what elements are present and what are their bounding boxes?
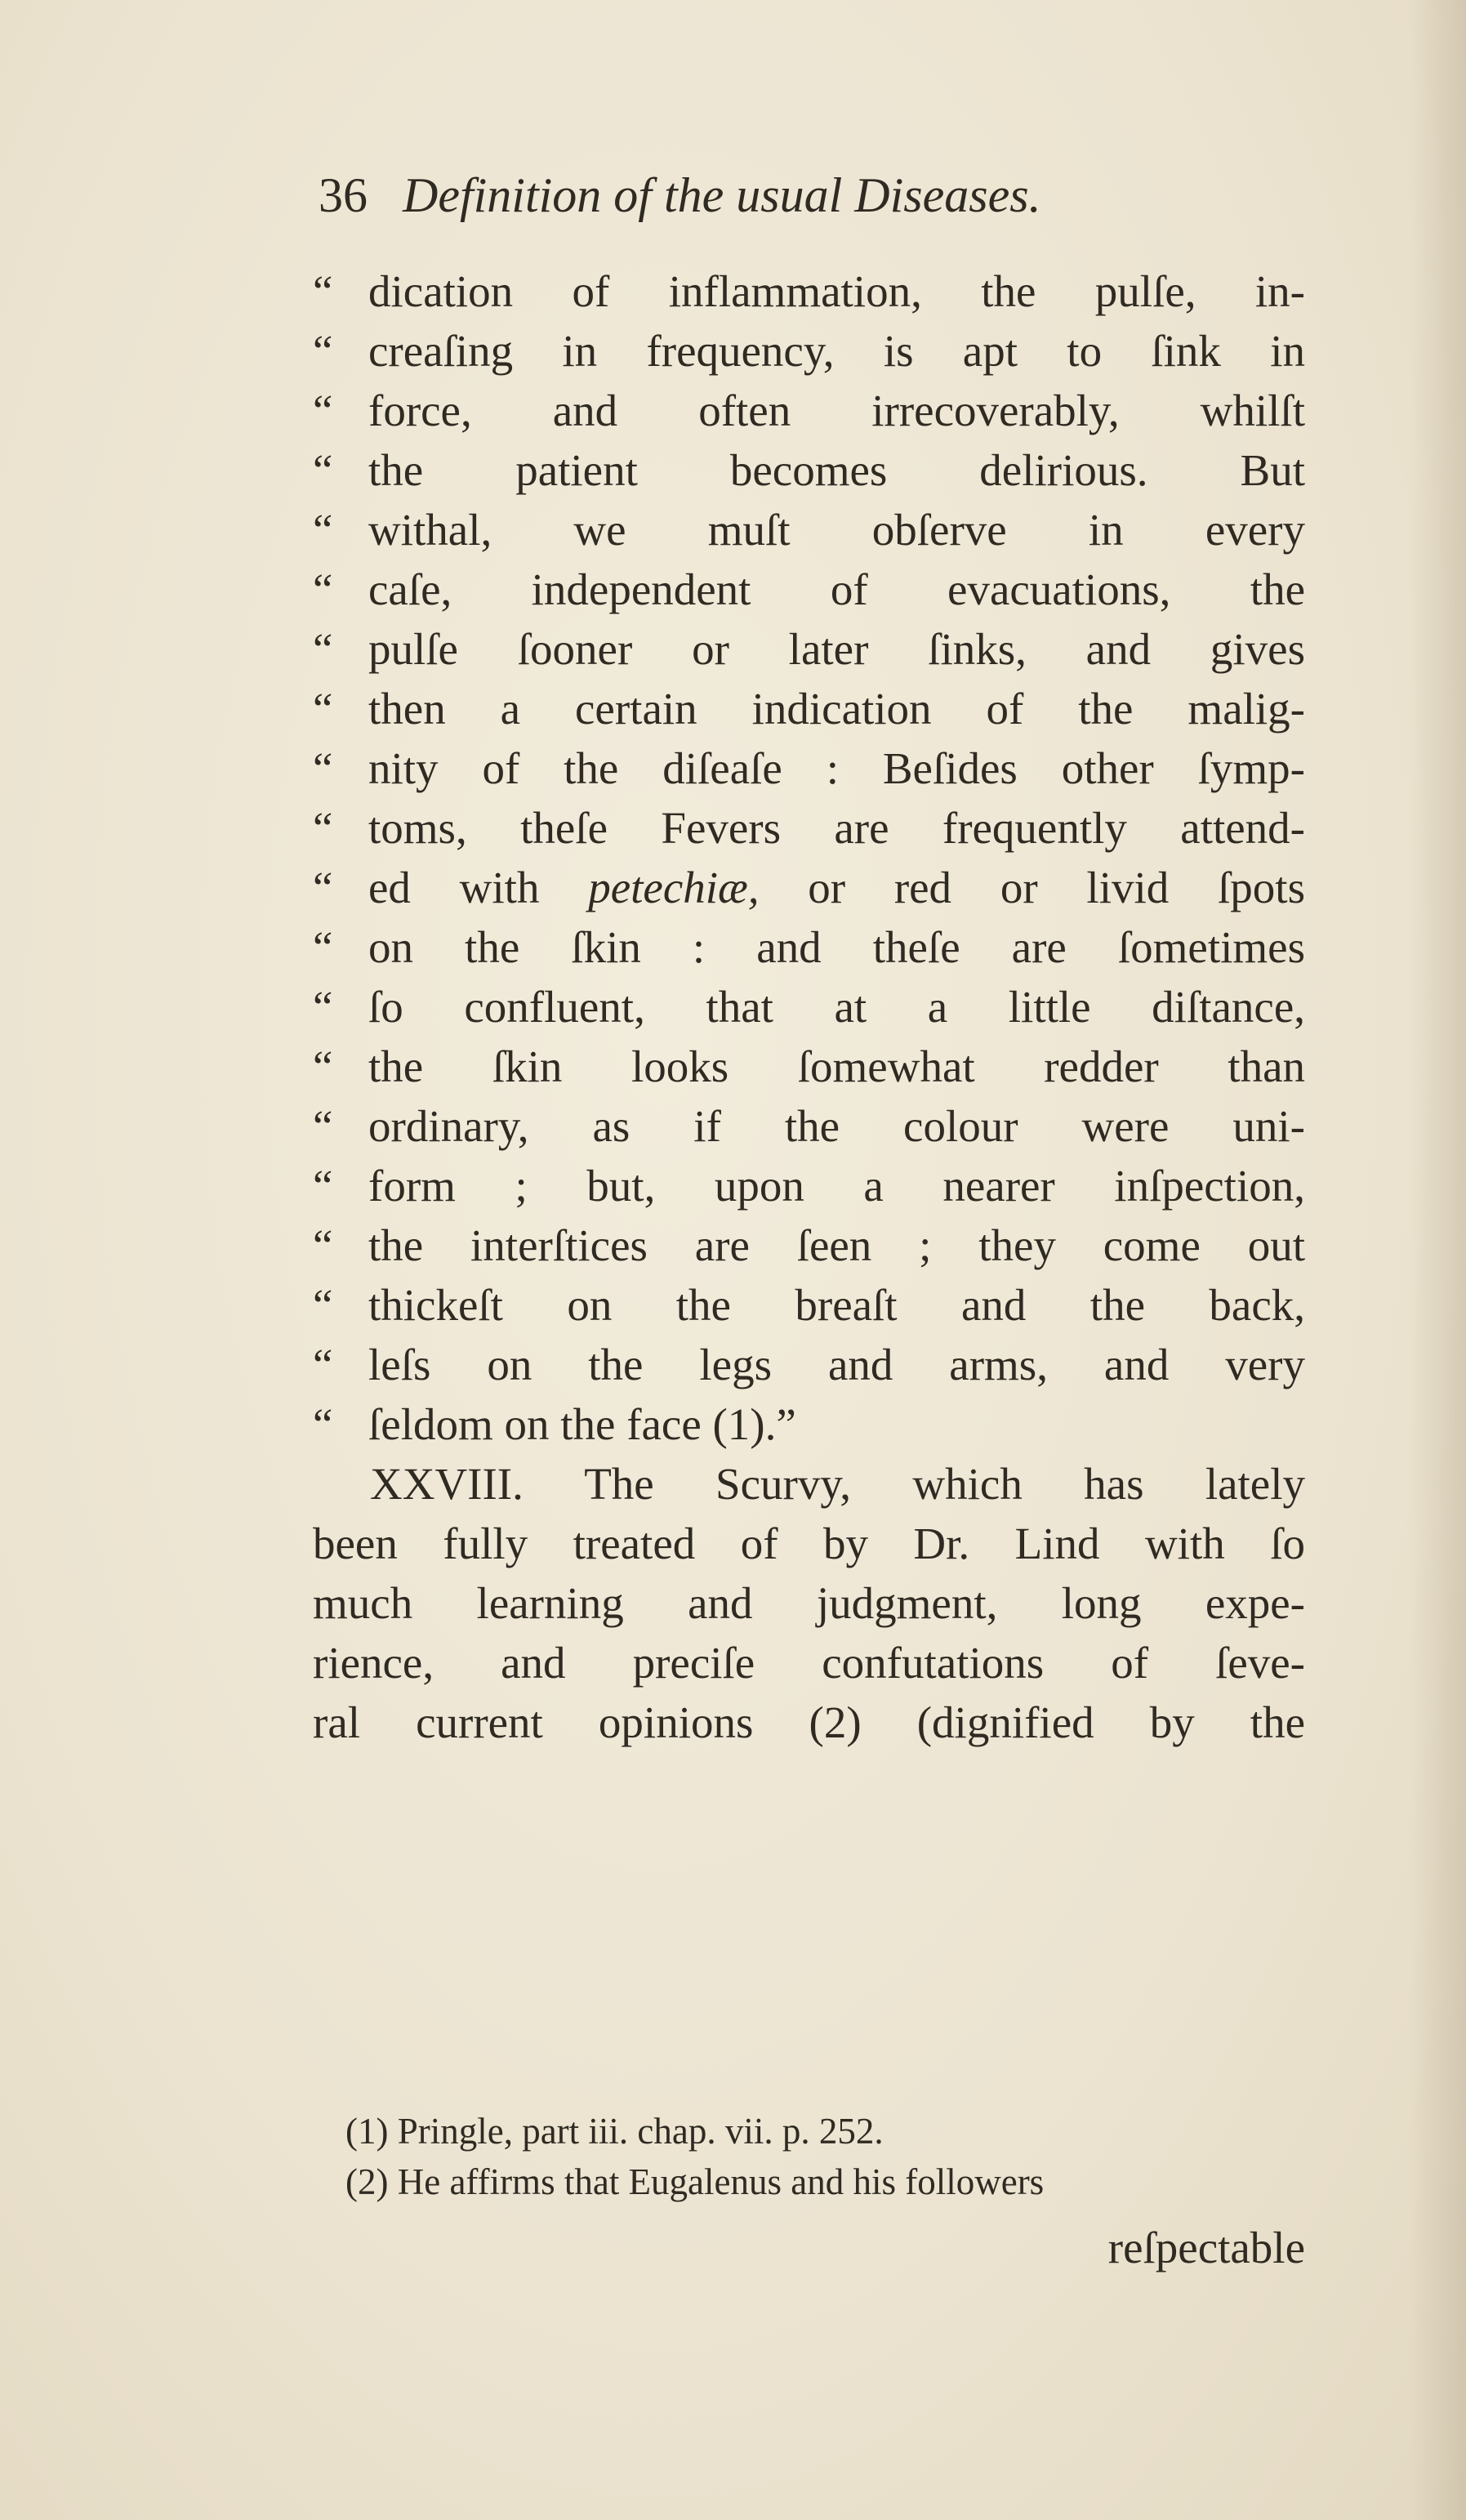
line-text: ordinary, as if the colour were uni- <box>368 1101 1305 1151</box>
catchword: reſpectable <box>1107 2223 1305 2272</box>
quote-mark: “ <box>313 624 333 674</box>
running-title: Definition of the usual Diseases. <box>403 168 1041 222</box>
quote-mark: “ <box>313 505 333 555</box>
line-text: nity of the diſeaſe : Beſides other ſymp- <box>368 743 1305 793</box>
text-line: rience, and preciſe confutations of ſeve- <box>313 1638 1305 1688</box>
line-text: ſo confluent, that at a little diſtance, <box>368 982 1305 1032</box>
footnote: (1) Pringle, part iii. chap. vii. p. 252. <box>345 2111 884 2152</box>
line-text: force, and often irrecoverably, whilſt <box>368 386 1305 435</box>
quote-mark: “ <box>313 1041 333 1091</box>
section-start-line: XXVIII. The Scurvy, which has lately <box>370 1459 1305 1509</box>
line-text-after: or red or livid ſpots <box>759 863 1305 912</box>
line-text: then a certain indication of the malig- <box>368 684 1305 734</box>
text-line <box>313 440 1305 500</box>
line-text: caſe, independent of evacuations, the <box>368 564 1305 614</box>
quote-mark: “ <box>313 743 333 793</box>
quote-mark: “ <box>313 266 333 316</box>
line-text: leſs on the legs and arms, and very <box>368 1340 1305 1389</box>
quote-mark: “ <box>313 386 333 435</box>
line-text: dication of inflammation, the pulſe, in- <box>368 266 1305 316</box>
quote-mark: “ <box>313 1399 333 1449</box>
line-text: withal, we muſt obſerve in every <box>368 505 1305 555</box>
line-text: toms, theſe Fevers are frequently attend- <box>368 803 1305 853</box>
text-line <box>313 1335 1305 1394</box>
text-line: ral current opinions (2) (dignified by the <box>313 1697 1305 1747</box>
text-line <box>313 560 1305 619</box>
quote-mark: “ <box>313 1101 333 1151</box>
quote-mark: “ <box>313 982 333 1032</box>
text-line <box>313 977 1305 1037</box>
line-text: on the ſkin : and theſe are ſometimes <box>368 922 1305 972</box>
quote-mark: “ <box>313 922 333 972</box>
text-line <box>313 858 1305 917</box>
text-line <box>313 1394 1305 1454</box>
text-line <box>313 381 1305 440</box>
text-line <box>313 1215 1305 1275</box>
body-text <box>313 261 1305 1752</box>
quote-mark: “ <box>313 1340 333 1389</box>
line-text: form ; but, upon a nearer inſpection, <box>368 1161 1305 1211</box>
text-line <box>313 917 1305 977</box>
page-header <box>319 167 1041 233</box>
line-text-before: ed with <box>368 863 589 912</box>
line-text: the interſtices are ſeen ; they come out <box>368 1220 1305 1270</box>
footnotes <box>345 2106 1305 2207</box>
quote-mark: “ <box>313 863 333 912</box>
text-line <box>313 500 1305 560</box>
quote-mark: “ <box>313 1161 333 1211</box>
quote-mark: “ <box>313 684 333 734</box>
italic-term: petechiæ, <box>588 863 760 912</box>
text-line <box>313 619 1305 679</box>
text-line <box>313 738 1305 798</box>
line-text: the patient becomes delirious. But <box>368 445 1305 495</box>
text-line <box>313 679 1305 738</box>
text-line <box>313 1275 1305 1335</box>
text-line <box>313 321 1305 381</box>
quote-mark: “ <box>313 326 333 376</box>
quote-mark: “ <box>313 564 333 614</box>
text-line: much learning and judgment, long expe- <box>313 1578 1305 1628</box>
line-text: pulſe ſooner or later ſinks, and gives <box>368 624 1305 674</box>
page-gutter-shadow <box>1409 0 1466 2520</box>
quote-mark: “ <box>313 1280 333 1330</box>
text-line <box>313 1037 1305 1096</box>
text-line <box>313 798 1305 858</box>
footnote: (2) He affirms that Eugalenus and his followers <box>345 2161 1045 2202</box>
quote-mark: “ <box>313 445 333 495</box>
line-text: the ſkin looks ſomewhat redder than <box>368 1041 1305 1091</box>
line-text: thickeſt on the breaſt and the back, <box>368 1280 1305 1330</box>
quote-mark: “ <box>313 1220 333 1270</box>
quote-mark: “ <box>313 803 333 853</box>
line-text: creaſing in frequency, is apt to ſink in <box>368 326 1305 376</box>
line-text: ſeldom on the face (1).” <box>368 1399 796 1449</box>
text-line <box>313 1156 1305 1215</box>
text-line <box>313 1096 1305 1156</box>
page-number: 36 <box>319 168 368 222</box>
text-line <box>313 261 1305 321</box>
text-line: been fully treated of by Dr. Lind with ſo <box>313 1519 1305 1568</box>
